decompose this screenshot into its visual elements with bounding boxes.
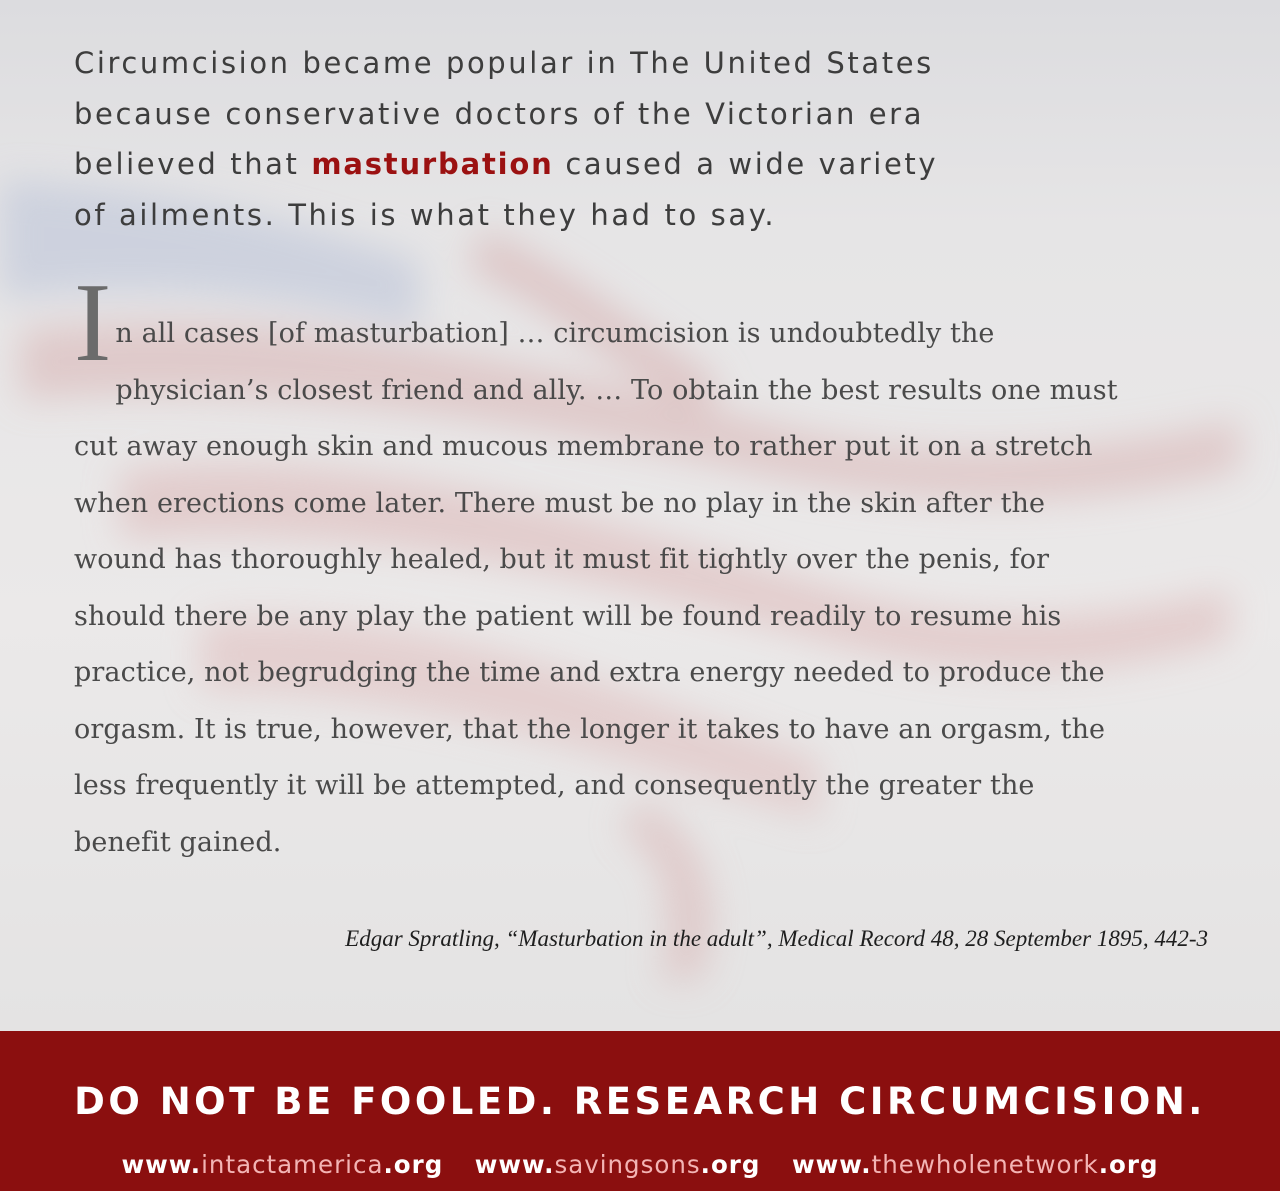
intro-line-4: of ailments. This is what they had to say. — [74, 197, 777, 232]
citation: Edgar Spratling, “Masturbation in the adult”, Medical Record 48, 28 September 1895, 442-3 — [345, 926, 1208, 951]
link-suffix: .org — [1098, 1150, 1159, 1179]
intro-line-2: because conservative doctors of the Victorian era — [74, 96, 925, 131]
quote-line: orgasm. It is true, however, that the longer it takes to have an orgasm, the — [74, 713, 1106, 745]
link-savingsons[interactable] — [475, 1150, 761, 1179]
intro-line-3-start: believed that — [74, 147, 312, 181]
quote-line: wound has thoroughly healed, but it must fit tightly over the penis, for — [74, 544, 1050, 575]
link-name: intactamerica — [201, 1150, 384, 1179]
highlighted-word: masturbation — [311, 147, 554, 181]
quote-line: cut away enough skin and mucous membrane to rather put it on a stretch — [74, 431, 1093, 462]
drop-cap: I — [74, 261, 112, 385]
link-thewholenetwork[interactable] — [792, 1150, 1159, 1179]
quote-line: should there be any play the patient will be found readily to resume his — [74, 600, 1062, 632]
quote-line: n all cases [of masturbation] … circumcision is undoubtedly the — [115, 318, 995, 349]
quote-line: physician’s closest friend and ally. … To obtain the best results one must — [115, 374, 1118, 406]
link-suffix: .org — [700, 1150, 761, 1179]
quote-line: practice, not begrudging the time and extra energy needed to produce the — [74, 657, 1105, 688]
link-prefix: www. — [121, 1150, 202, 1179]
intro-line-3 — [74, 139, 1074, 190]
intro-line-1: Circumcision became popular in The United States — [74, 46, 934, 80]
quote-line: less frequently it will be attempted, and consequently the greater the — [74, 770, 1035, 801]
quote-line: when erections come later. There must be no play in the skin after the — [74, 487, 1046, 519]
link-prefix: www. — [791, 1150, 872, 1179]
link-suffix: .org — [383, 1150, 444, 1179]
call-to-action-banner — [0, 1031, 1280, 1191]
website-links — [0, 1150, 1280, 1179]
quote-line: benefit gained. — [74, 826, 282, 858]
intro-line-3-end: caused a wide variety — [553, 147, 939, 181]
link-name: thewholenetwork — [871, 1150, 1099, 1179]
link-intactamerica[interactable] — [121, 1150, 443, 1179]
intro-paragraph — [74, 38, 1074, 240]
banner-title: DO NOT BE FOOLED. RESEARCH CIRCUMCISION. — [74, 1080, 1206, 1123]
link-prefix: www. — [474, 1150, 555, 1179]
link-name: savingsons — [554, 1150, 701, 1179]
historical-quote — [74, 261, 1224, 871]
